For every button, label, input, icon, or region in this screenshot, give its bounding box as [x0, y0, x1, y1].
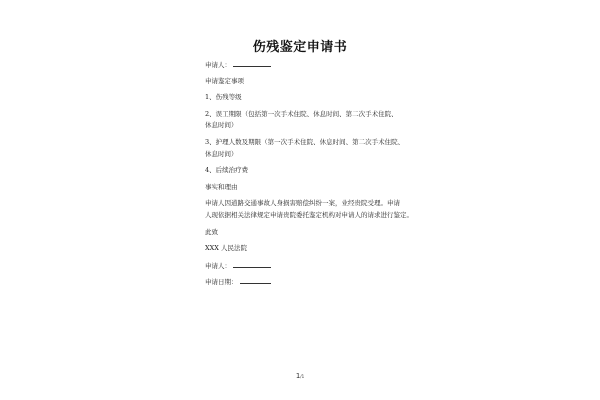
- date-label: 申请日期：: [205, 278, 238, 287]
- item-lost-work-line-1: 2、误工期限（包括第一次手术住院、休息时间、第二次手术住院、: [205, 109, 398, 118]
- item-follow-up-treatment: 4、后续治疗费: [205, 166, 249, 175]
- facts-paragraph-line-2: 人现依据相关法律规定申请贵院委托鉴定机构对申请人的请求进行鉴定。: [205, 210, 413, 219]
- page-current: 1: [295, 372, 301, 380]
- regards-text: 此致: [205, 227, 218, 236]
- document-body: [205, 60, 415, 294]
- signature-blank: [233, 261, 271, 268]
- item-nursing-line-1: 3、护理人数及期限（第一次手术住院、休息时间、第二次手术住院、: [205, 137, 405, 146]
- applicant-line: [205, 60, 415, 69]
- date-line: [205, 277, 415, 286]
- signature-line: [205, 261, 415, 270]
- court-name: XXX 人民法院: [205, 244, 247, 253]
- page-total: 1: [301, 374, 305, 379]
- item-lost-work-line-2: 休息时间）: [205, 121, 238, 130]
- date-blank: [240, 277, 271, 284]
- page-number: [0, 372, 600, 380]
- applicant-blank: [233, 60, 271, 67]
- page-separator: /: [300, 374, 302, 379]
- item-disability-grade: 1、伤残等级: [205, 93, 242, 102]
- document-title: 伤残鉴定申请书: [252, 40, 348, 55]
- facts-paragraph-line-1: 申请人因道路交通事故人身损害赔偿纠纷一案，业经贵院受理。申请: [205, 199, 400, 208]
- facts-heading: 事实和理由: [205, 182, 238, 191]
- signature-label: 申请人：: [205, 261, 231, 270]
- matters-heading: 申请鉴定事项: [205, 76, 244, 85]
- applicant-label: 申请人：: [205, 61, 231, 69]
- item-nursing-line-2: 休息时间）: [205, 149, 238, 158]
